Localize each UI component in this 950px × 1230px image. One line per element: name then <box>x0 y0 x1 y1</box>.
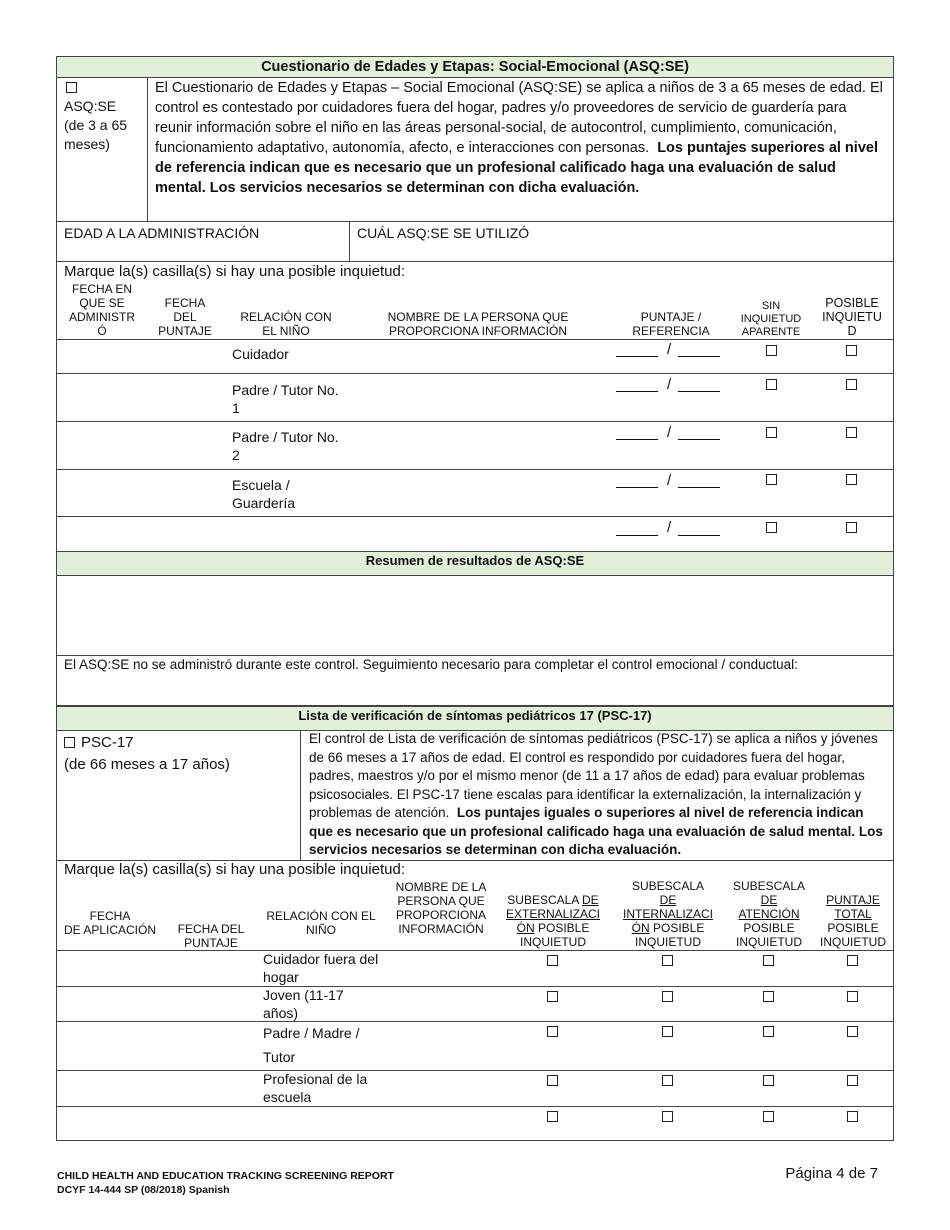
psc-title-bar <box>57 707 893 730</box>
footer-form-number: DCYF 14-444 SP (08/2018) Spanish <box>57 1184 230 1196</box>
asq-row-3-concern-checkbox[interactable] <box>846 427 857 438</box>
psc-row-4-total-checkbox[interactable] <box>847 1075 858 1086</box>
psc-header-total: PUNTAJE TOTAL POSIBLE INQUIETUD <box>820 893 886 949</box>
psc-row-3-aten-checkbox[interactable] <box>763 1026 774 1037</box>
asq-row-4-concern-checkbox[interactable] <box>846 474 857 485</box>
asq-row-5-no-concern-checkbox[interactable] <box>766 522 777 533</box>
footer-form-title: CHILD HEALTH AND EDUCATION TRACKING SCREENING REPORT <box>57 1170 394 1182</box>
asq-header-relacion: RELACIÓN CON EL NIÑO <box>240 310 332 338</box>
asq-not-administered: El ASQ:SE no se administró durante este control. Seguimiento necesario para completar el control emocional / conductual: <box>64 657 798 672</box>
asq-label-1: ASQ:SE <box>64 98 117 114</box>
psc-mark-text: Marque la(s) casilla(s) si hay una posible inquietud: <box>64 861 406 878</box>
asq-header-fecha-puntaje: FECHA DEL PUNTAJE <box>158 296 212 338</box>
psc-row-2-int-checkbox[interactable] <box>662 991 673 1002</box>
psc-header-atencion: SUBESCALA DE ATENCIÓN POSIBLE INQUIETUD <box>732 879 806 949</box>
psc-row-4-relation: Profesional de la escuela <box>263 1071 368 1105</box>
asq-title: Cuestionario de Edades y Etapas: Social-Emocional (ASQ:SE) <box>261 59 689 75</box>
psc-row-1-int-checkbox[interactable] <box>662 955 673 966</box>
psc-row-1-relation: Cuidador fuera del hogar <box>263 951 379 985</box>
asq-title-bar <box>57 57 893 77</box>
asq-row-4-relation: Escuela / Guardería <box>232 477 296 511</box>
asq-row-4-score[interactable] <box>616 487 658 488</box>
psc-row-4-ext-checkbox[interactable] <box>547 1075 558 1086</box>
psc-description <box>309 730 889 860</box>
asq-header-puntaje: PUNTAJE / REFERENCIA <box>632 310 710 338</box>
asq-row-5-reference[interactable] <box>678 535 720 536</box>
asq-which-label: CUÁL ASQ:SE SE UTILIZÓ <box>357 225 530 241</box>
psc-row-2-total-checkbox[interactable] <box>847 991 858 1002</box>
asq-header-fecha-admin: FECHA EN QUE SE ADMINISTR Ó <box>69 282 135 338</box>
asq-row-1-score[interactable] <box>616 356 658 357</box>
psc-row-2-aten-checkbox[interactable] <box>763 991 774 1002</box>
asq-row-5-score[interactable] <box>616 535 658 536</box>
asq-label-2: (de 3 a 65 <box>64 117 128 133</box>
asq-row-4-reference[interactable] <box>678 487 720 488</box>
asq-row-2-reference[interactable] <box>678 391 720 392</box>
asq-summary-title: Resumen de resultados de ASQ:SE <box>365 553 585 568</box>
psc-row-2-relation: Joven (11-17 años) <box>263 987 344 1021</box>
asq-row-2-score[interactable] <box>616 391 658 392</box>
psc-row-5-int-checkbox[interactable] <box>662 1111 673 1122</box>
psc-header-fecha-aplicacion: FECHA DE APLICACIÓN <box>63 909 157 937</box>
psc-row-5-ext-checkbox[interactable] <box>547 1111 558 1122</box>
asq-header-nombre: NOMBRE DE LA PERSONA QUE PROPORCIONA INFORMACIÓN <box>387 310 569 338</box>
psc-header-relacion: RELACIÓN CON EL NIÑO <box>266 909 376 937</box>
psc-desc-bold: Los puntajes iguales o superiores al nivel de referencia indican que es necesario que un profesional calificado haga una evaluación de salud mental. Los servicios necesarios se determinan con dicha evaluación. <box>309 805 883 857</box>
psc-header-fecha-puntaje: FECHA DEL PUNTAJE <box>177 922 245 950</box>
psc-row-4-aten-checkbox[interactable] <box>763 1075 774 1086</box>
psc-header-internalizacion: SUBESCALA DE INTERNALIZACI ÓN POSIBLE INQUIETUD <box>622 879 713 949</box>
asq-row-3-no-concern-checkbox[interactable] <box>766 427 777 438</box>
asq-mark-text: Marque la(s) casilla(s) si hay una posible inquietud: <box>64 263 406 280</box>
psc-row-1-aten-checkbox[interactable] <box>763 955 774 966</box>
asq-summary-box[interactable] <box>57 576 893 655</box>
asq-summary-title-bar <box>57 552 893 575</box>
asq-description <box>155 78 887 198</box>
psc-row-1-total-checkbox[interactable] <box>847 955 858 966</box>
psc-row-3-relation: Padre / Madre / Tutor <box>263 1025 360 1065</box>
asq-row-1-no-concern-checkbox[interactable] <box>766 345 777 356</box>
psc-checkbox-cell <box>64 732 294 776</box>
asq-row-3-score[interactable] <box>616 439 658 440</box>
asq-row-2-no-concern-checkbox[interactable] <box>766 379 777 390</box>
psc-row-5-total-checkbox[interactable] <box>847 1111 858 1122</box>
psc-row-3-int-checkbox[interactable] <box>662 1026 673 1037</box>
psc-title: Lista de verificación de síntomas pediátricos 17 (PSC-17) <box>298 708 652 723</box>
psc-row-5-aten-checkbox[interactable] <box>763 1111 774 1122</box>
asq-age-label: EDAD A LA ADMINISTRACIÓN <box>64 225 260 241</box>
psc-desc-normal: El control de Lista de verificación de síntomas pediátricos (PSC-17) se aplica a niños y jóvenes de 66 meses a 17 años de edad. El control es respondido por cuidadores fuera del hogar, padres, maestros y/o por el mismo menor (de 11 a 17 años de edad) para evaluar problemas psicosociales. El PSC-17 tiene escalas para identificar la externalización, la internalización y problemas de atención. <box>309 731 878 820</box>
psc-row-4-int-checkbox[interactable] <box>662 1075 673 1086</box>
asq-row-1-relation: Cuidador <box>232 346 289 362</box>
asq-row-1-concern-checkbox[interactable] <box>846 345 857 356</box>
asq-checkbox-cell <box>64 80 146 154</box>
asq-row-3-reference[interactable] <box>678 439 720 440</box>
asq-header-sin-inquietud: SIN INQUIETUD APARENTE <box>740 300 802 338</box>
psc-select-checkbox[interactable] <box>64 737 75 748</box>
asq-row-1-reference[interactable] <box>678 356 720 357</box>
psc-age-range: (de 66 meses a 17 años) <box>64 756 230 773</box>
psc-row-3-ext-checkbox[interactable] <box>547 1026 558 1037</box>
psc-row-2-ext-checkbox[interactable] <box>547 991 558 1002</box>
asq-row-3-relation: Padre / Tutor No. 2 <box>232 429 339 463</box>
asq-label-3: meses) <box>64 136 110 152</box>
asq-row-4-no-concern-checkbox[interactable] <box>766 474 777 485</box>
asq-select-checkbox[interactable] <box>66 82 77 93</box>
psc-row-3-total-checkbox[interactable] <box>847 1026 858 1037</box>
psc-label: PSC-17 <box>81 734 134 751</box>
psc-row-1-ext-checkbox[interactable] <box>547 955 558 966</box>
asq-row-2-concern-checkbox[interactable] <box>846 379 857 390</box>
asq-header-posible-inquietud: POSIBLE INQUIETU D <box>822 296 882 338</box>
asq-row-2-relation: Padre / Tutor No. 1 <box>232 382 339 416</box>
asq-desc-bold: Los puntajes superiores al nivel de referencia indican que es necesario que un profesional calificado haga una evaluación de salud mental. Los servicios necesarios se determinan con dicha evaluación. <box>155 140 878 196</box>
footer-page-number: Página 4 de 7 <box>785 1165 878 1182</box>
asq-row-5-concern-checkbox[interactable] <box>846 522 857 533</box>
psc-header-nombre: NOMBRE DE LA PERSONA QUE PROPORCIONA INFORMACIÓN <box>395 880 487 936</box>
asq-desc-normal: El Cuestionario de Edades y Etapas – Social Emocional (ASQ:SE) se aplica a niños de 3 a 65 meses de edad. El control es contestado por cuidadores fuera del hogar, padres y/o proveedores de servicio de guardería para reunir información sobre el niño en las áreas personal-social, de autocontrol, cumplimiento, comunicación, funcionamiento adaptativo, autonomía, afecto, e interacciones con personas. <box>155 80 883 156</box>
psc-header-externalizacion: SUBESCALA DE EXTERNALIZACI ÓN POSIBLE INQUIETUD <box>505 893 601 949</box>
